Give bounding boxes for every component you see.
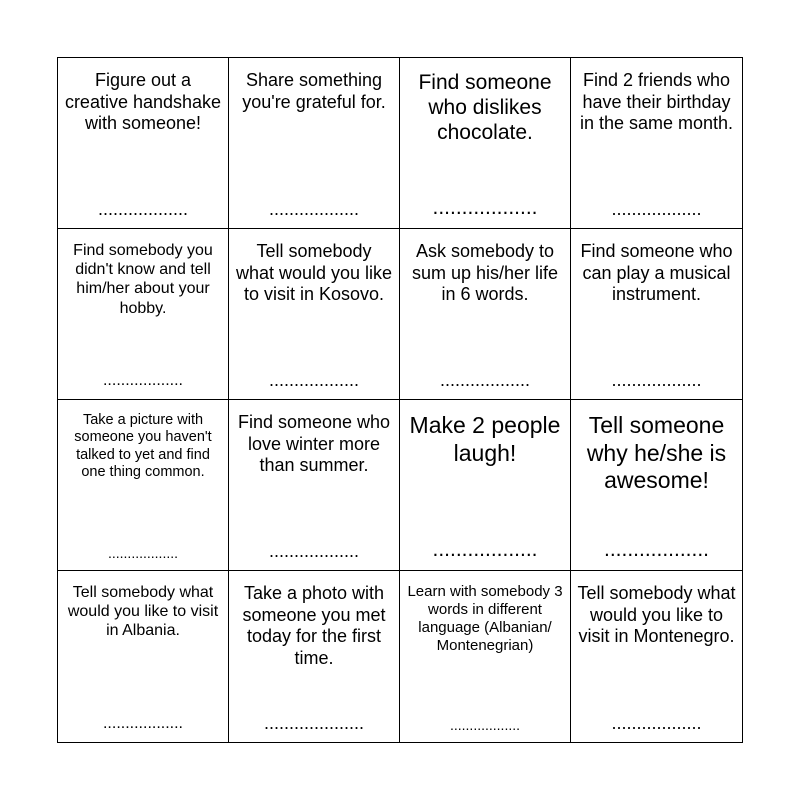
cell-signature-line: .................. [603, 538, 710, 561]
bingo-cell-4[interactable] [571, 58, 742, 229]
bingo-cell-3[interactable] [400, 58, 571, 229]
bingo-cell-12[interactable] [571, 400, 742, 571]
cell-signature-line: .................. [102, 372, 183, 389]
cell-prompt: Share something you're grateful for. [242, 70, 386, 112]
cell-prompt: Tell somebody what would you like to visit in Albania. [67, 584, 219, 640]
cell-prompt: Find someone who love winter more than summer. [237, 412, 391, 476]
bingo-cell-15[interactable] [400, 571, 571, 742]
cell-signature-line: .................. [611, 370, 702, 390]
bingo-cell-7[interactable] [400, 229, 571, 400]
cell-prompt: Learn with somebody 3 words in different language (Albanian/ Montenegrian) [407, 583, 563, 654]
cell-prompt: Find someone who can play a musical instrument. [580, 241, 733, 305]
bingo-cell-8[interactable] [571, 229, 742, 400]
cell-prompt: Make 2 people laugh! [409, 412, 561, 466]
cell-signature-line: .................. [611, 199, 702, 219]
cell-signature-line: .................. [449, 717, 520, 733]
cell-signature-line: .................. [268, 199, 360, 219]
bingo-cell-2[interactable] [229, 58, 400, 229]
bingo-cell-11[interactable] [400, 400, 571, 571]
cell-signature-line: .................. [102, 715, 183, 732]
bingo-cell-10[interactable] [229, 400, 400, 571]
cell-prompt: Take a picture with someone you haven't talked to yet and find one thing common. [74, 412, 212, 481]
bingo-cell-5[interactable] [58, 229, 229, 400]
cell-prompt: Take a photo with someone you met today for the first time. [242, 583, 386, 668]
cell-prompt: Figure out a creative handshake with someone! [64, 70, 222, 134]
bingo-cell-6[interactable] [229, 229, 400, 400]
cell-prompt: Ask somebody to sum up his/her life in 6 words. [411, 241, 559, 305]
cell-signature-line: .................. [439, 370, 531, 390]
cell-signature-line: .................. [432, 196, 538, 219]
bingo-board [57, 57, 743, 743]
cell-signature-line: .................. [97, 199, 189, 219]
cell-prompt: Tell someone why he/she is awesome! [586, 412, 727, 494]
bingo-cell-16[interactable] [571, 571, 742, 742]
cell-prompt: Find 2 friends who have their birthday in the same month. [579, 70, 734, 134]
cell-signature-line: .................... [263, 713, 365, 733]
cell-prompt: Find someone who dislikes chocolate. [418, 71, 552, 145]
bingo-cell-9[interactable] [58, 400, 229, 571]
bingo-cell-14[interactable] [229, 571, 400, 742]
cell-signature-line: .................. [611, 713, 702, 733]
cell-signature-line: .................. [107, 545, 178, 561]
cell-signature-line: .................. [432, 538, 538, 561]
bingo-cell-13[interactable] [58, 571, 229, 742]
bingo-cell-1[interactable] [58, 58, 229, 229]
cell-prompt: Find somebody you didn't know and tell him/her about your hobby. [73, 242, 213, 317]
cell-prompt: Tell somebody what would you like to visit in Kosovo. [235, 241, 393, 305]
cell-signature-line: .................. [268, 370, 360, 390]
cell-prompt: Tell somebody what would you like to visit in Montenegro. [577, 583, 736, 647]
cell-signature-line: .................. [268, 541, 360, 561]
